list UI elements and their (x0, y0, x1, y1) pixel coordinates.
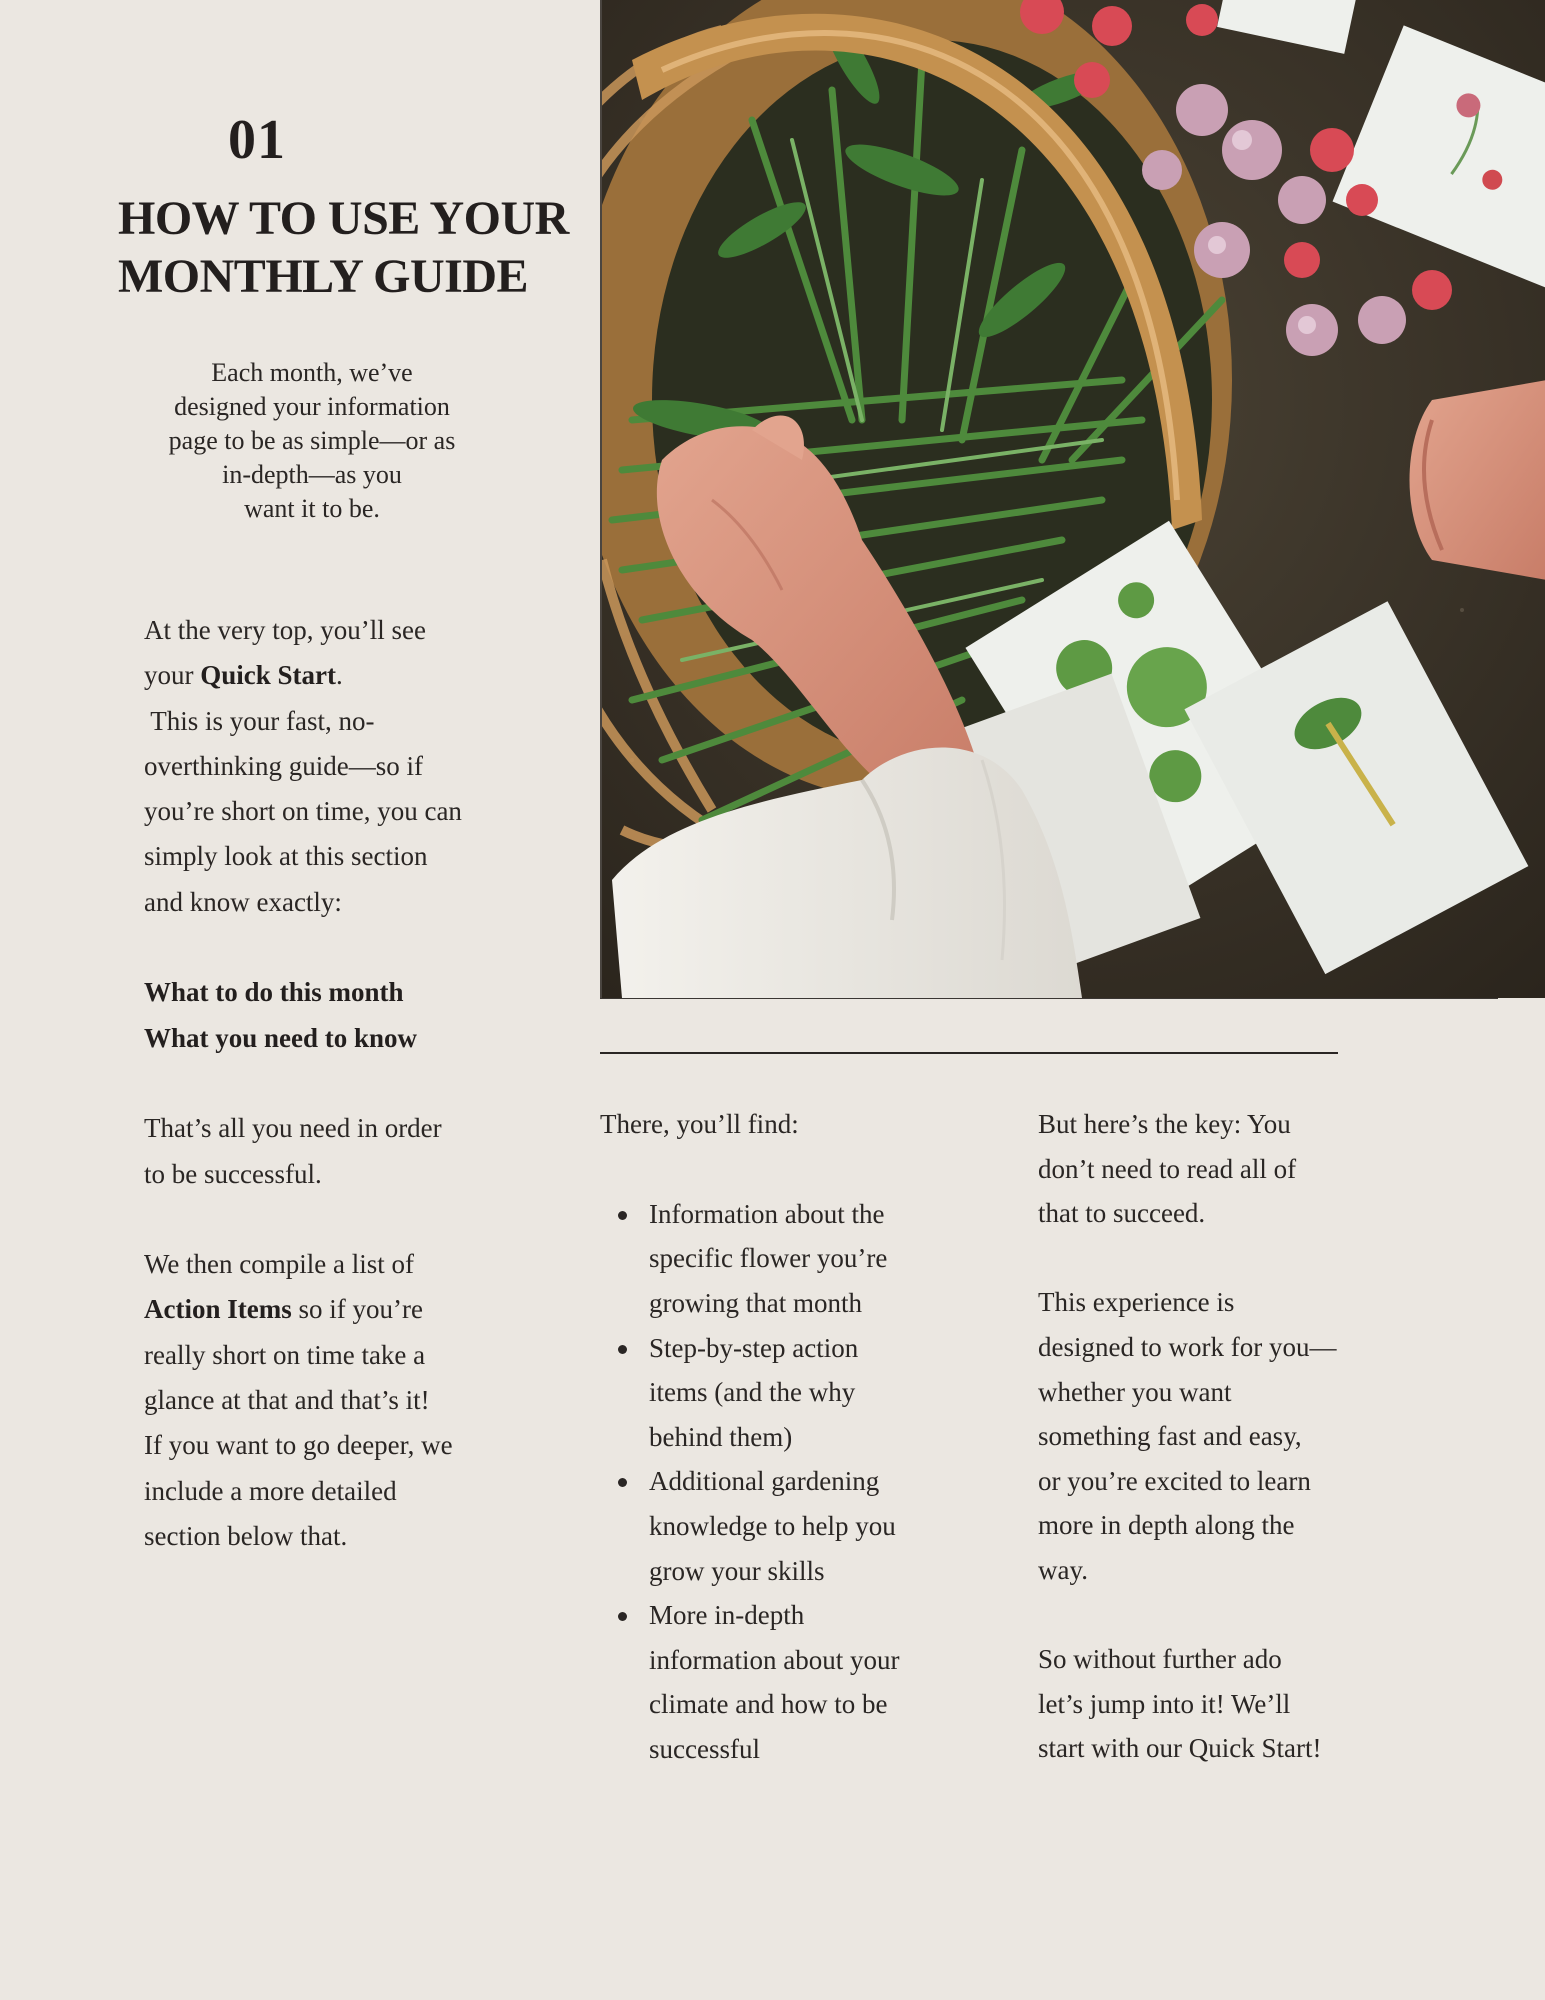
spacer (144, 1061, 544, 1106)
list-item-line: information about your (649, 1644, 900, 1675)
body-line: whether you want (1038, 1376, 1232, 1407)
body-line: that to succeed. (1038, 1198, 1206, 1229)
body-line: This is your fast, no- (144, 705, 375, 736)
list-item-line: specific flower you’re (649, 1243, 888, 1274)
body-line: or you’re excited to learn (1038, 1465, 1311, 1496)
herb-basket-photo (600, 0, 1545, 998)
body-line: This experience is (1038, 1287, 1235, 1318)
body-line: We then compile a list of (144, 1249, 414, 1280)
body-line: If you want to go deeper, we (144, 1430, 453, 1461)
body-line: don’t need to read all of (1038, 1153, 1297, 1184)
quick-start-item: What to do this month (144, 977, 404, 1008)
body-line: include a more detailed (144, 1475, 397, 1506)
body-line: more in depth along the (1038, 1510, 1295, 1541)
intro-line: designed your information (174, 392, 450, 421)
list-item (600, 1192, 1000, 1326)
list-item (600, 1326, 1000, 1460)
body-line: you’re short on time, you can (144, 796, 462, 827)
body-line: really short on time take a (144, 1339, 426, 1370)
body-line: glance at that and that’s it! (144, 1385, 430, 1416)
photo-bottom-rule (600, 998, 1498, 999)
list-item (600, 1593, 1000, 1771)
list-item-line: Additional gardening (649, 1466, 880, 1497)
body-line (144, 653, 544, 698)
intro-line: want it to be. (244, 494, 380, 523)
list-item-line: Step-by-step action (649, 1332, 859, 1363)
list-item-line: More in-depth (649, 1600, 805, 1631)
spacer (1038, 1236, 1438, 1281)
list-item-line: successful (649, 1734, 760, 1765)
spacer (144, 925, 544, 970)
spacer (1038, 1593, 1438, 1638)
quick-start-term: Quick Start (200, 660, 337, 691)
body-line: designed to work for you— (1038, 1331, 1337, 1362)
list-item (600, 1459, 1000, 1593)
body-line: But here’s the key: You (1038, 1109, 1291, 1139)
intro-line: Each month, we’ve (211, 358, 413, 387)
body-line: something fast and easy, (1038, 1421, 1302, 1452)
body-line: to be successful. (144, 1158, 322, 1189)
list-item-line: Information about the (649, 1198, 885, 1229)
body-line (144, 1287, 544, 1332)
body-line: At the very top, you’ll see (144, 615, 426, 645)
intro-line: in-depth—as you (222, 460, 402, 489)
action-items-term: Action Items (144, 1294, 292, 1325)
right-column (1038, 1102, 1438, 1771)
spacer (600, 1147, 1000, 1192)
body-line: and know exactly: (144, 886, 342, 917)
list-item-line: behind them) (649, 1421, 793, 1452)
findings-list (600, 1192, 1000, 1772)
body-line: let’s jump into it! We’ll (1038, 1688, 1291, 1719)
section-divider (600, 1052, 1338, 1054)
intro-text (128, 356, 496, 526)
list-item-line: grow your skills (649, 1555, 825, 1586)
intro-line: page to be as simple—or as (168, 426, 456, 455)
middle-column (600, 1102, 1000, 1772)
body-line: overthinking guide—so if (144, 750, 423, 781)
body-text: so if you’re (291, 1294, 423, 1325)
page-title-line: MONTHLY GUIDE (118, 250, 529, 303)
page-title-line: HOW TO USE YOUR (118, 192, 569, 245)
spacer (144, 1197, 544, 1242)
body-text: . (336, 660, 343, 691)
body-line: So without further ado (1038, 1644, 1282, 1675)
list-item-line: items (and the why (649, 1377, 856, 1408)
list-item-line: growing that month (649, 1288, 862, 1319)
list-item-line: knowledge to help you (649, 1511, 896, 1542)
quick-start-item: What you need to know (144, 1022, 418, 1053)
left-column (144, 608, 544, 1559)
page-number: 01 (228, 109, 286, 171)
body-line: simply look at this section (144, 841, 428, 872)
body-line: start with our Quick Start! (1038, 1733, 1322, 1764)
body-line: That’s all you need in order (144, 1113, 442, 1144)
body-line: section below that. (144, 1520, 348, 1551)
body-line: way. (1038, 1554, 1088, 1585)
page-title (118, 190, 588, 306)
body-line: There, you’ll find: (600, 1109, 799, 1139)
body-text: your (144, 660, 201, 691)
list-item-line: climate and how to be (649, 1689, 888, 1720)
